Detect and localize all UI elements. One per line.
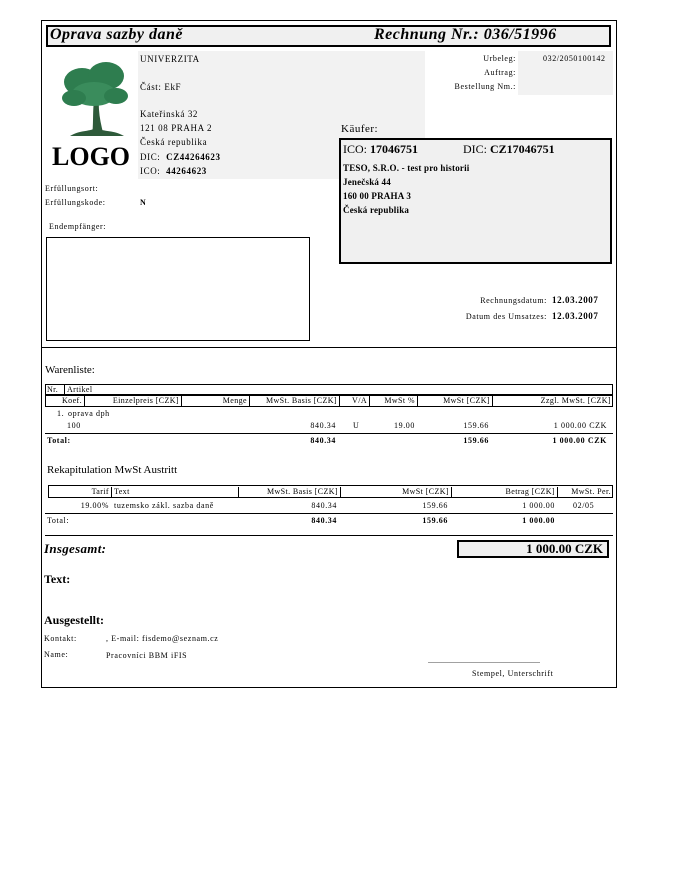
seller-country: Česká republika (140, 137, 208, 147)
end-recipient-label: Endempfänger: (49, 222, 107, 231)
recap-row-amount: 1 000.00 (522, 501, 555, 510)
recap-row-tarif: 19.00% (80, 501, 109, 510)
issued-label: Ausgestellt: (44, 613, 104, 627)
items-total-base: 840.34 (310, 436, 336, 445)
items-header-qty: Menge (182, 396, 250, 406)
logo (52, 58, 136, 170)
contact-value: , E-mail: fisdemo@seznam.cz (106, 634, 219, 643)
items-header-price: Einzelpreis [CZK] (85, 396, 182, 406)
items-total-vat: 159.66 (463, 436, 489, 445)
contact-label: Kontakt: (44, 634, 77, 643)
item-row-rate: 19.00 (394, 421, 415, 430)
recap-row-period: 02/05 (573, 501, 595, 510)
signature-dots: ........................................................ (428, 656, 540, 665)
items-header-va: V/A (340, 396, 370, 406)
buyer-country: Česká republika (343, 205, 410, 215)
signature-label: Stempel, Unterschrift (472, 669, 554, 678)
ref-label-auftrag: Auftrag: (484, 68, 516, 77)
recap-total-amount: 1 000.00 (522, 516, 555, 525)
items-header-total: Zzgl. MwSt. [CZK] (540, 396, 611, 405)
grand-total-value: 1 000.00 CZK (526, 541, 603, 556)
items-total-label: Total: (47, 436, 71, 445)
name-value: Pracovníci BBM iFIS (106, 651, 188, 660)
buyer-dic: DIC: CZ17046751 (463, 142, 555, 156)
seller-city: 121 08 PRAHA 2 (140, 123, 213, 133)
item-row-nr: 1. (57, 409, 65, 418)
seller-name: UNIVERZITA (140, 54, 200, 64)
recap-total-line (45, 513, 613, 514)
invoice-date-label: Rechnungsdatum: (480, 296, 547, 305)
grand-total-label: Insgesamt: (44, 541, 107, 556)
recap-title: Rekapitulation MwSt Austritt (47, 464, 178, 476)
recap-total-label: Total: (47, 516, 70, 525)
fulfillment-place-label: Erfüllungsort: (45, 184, 99, 193)
items-header-base: MwSt. Basis [CZK] (250, 396, 340, 406)
turnover-date-value: 12.03.2007 (552, 311, 599, 321)
end-recipient-box (46, 237, 310, 341)
items-total-line (45, 433, 613, 434)
recap-row-base: 840.34 (311, 501, 337, 510)
recap-header-tarif: Tarif (48, 487, 112, 497)
item-row-koef: 100 (67, 421, 81, 430)
buyer-city: 160 00 PRAHA 3 (343, 191, 412, 201)
items-total-total: 1 000.00 CZK (552, 436, 607, 445)
item-row-va: U (353, 421, 360, 430)
recap-header-text: Text (112, 487, 239, 497)
item-row-base: 840.34 (310, 421, 336, 430)
item-row-vat: 159.66 (463, 421, 489, 430)
buyer-name: TESO, S.R.O. - test pro historii (343, 163, 470, 173)
recap-row-vat: 159.66 (422, 501, 448, 510)
turnover-date-label: Datum des Umsatzes: (465, 312, 547, 321)
seller-street: Kateřinská 32 (140, 109, 199, 119)
ref-label-urbeleg: Urbeleg: (483, 54, 516, 63)
recap-header-vat: MwSt [CZK] (341, 487, 452, 497)
ref-value-urbeleg: 032/2050100142 (543, 54, 606, 63)
items-header-koef: Koef. (45, 396, 85, 406)
section-divider (41, 347, 617, 348)
recap-header-base: MwSt. Basis [CZK] (239, 487, 341, 497)
ref-label-bestellung: Bestellung Nm.: (454, 82, 516, 91)
item-row-total: 1 000.00 CZK (553, 421, 607, 430)
recap-row-text: tuzemsko zákl. sazba daně (114, 501, 214, 510)
recap-total-base: 840.34 (311, 516, 337, 525)
buyer-street: Jenečská 44 (343, 177, 391, 187)
text-label: Text: (44, 572, 71, 586)
items-header-article: Artikel (67, 385, 93, 394)
seller-part: Část: EkF (140, 82, 182, 92)
invoice-number-title: Rechnung Nr.: 036/51996 (374, 26, 557, 43)
document-title: Oprava sazby daně (50, 26, 183, 43)
recap-header-amount: Betrag [CZK] (452, 487, 558, 497)
items-header-nr: Nr. (45, 385, 65, 395)
items-header-rate: MwSt % (370, 396, 418, 406)
seller-dic: DIC: CZ44264623 (140, 152, 221, 162)
recap-total-vat: 159.66 (422, 516, 448, 525)
grand-total-line (45, 535, 613, 536)
items-header-vat: MwSt [CZK] (418, 396, 493, 406)
fulfillment-code-label: Erfüllungskode: (45, 198, 106, 207)
fulfillment-code-value: N (140, 198, 147, 207)
buyer-ico: ICO: 17046751 (343, 142, 418, 156)
invoice-date-value: 12.03.2007 (552, 295, 599, 305)
recap-header-period: MwSt. Per. (571, 487, 611, 496)
item-row-article: oprava dph (68, 409, 110, 418)
tree-icon (52, 58, 136, 138)
items-title: Warenliste: (45, 364, 95, 376)
seller-ico: ICO: 44264623 (140, 166, 207, 176)
name-label: Name: (44, 650, 69, 659)
buyer-label: Käufer: (341, 123, 379, 135)
logo-text: LOGO (52, 142, 131, 171)
